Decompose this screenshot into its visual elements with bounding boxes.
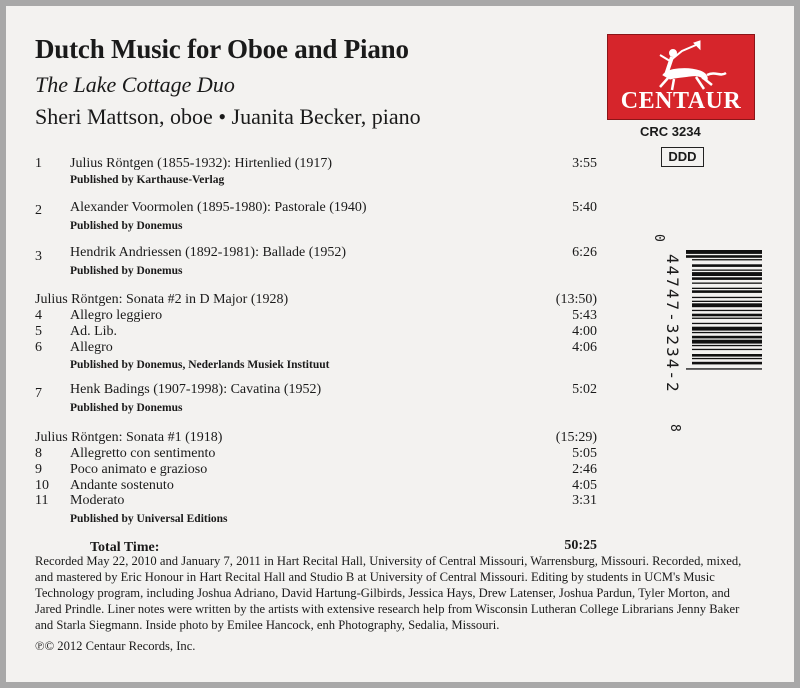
- track-time: 5:43: [572, 308, 597, 323]
- work-total-time: (13:50): [555, 292, 597, 307]
- centaur-icon: [608, 35, 754, 95]
- track-number: 2: [35, 203, 42, 218]
- movement-title: Andante sostenuto: [70, 478, 174, 493]
- track-time: 5:05: [572, 446, 597, 461]
- track-time: 4:05: [572, 478, 597, 493]
- movement-title: Allegretto con sentimento: [70, 446, 216, 461]
- track-publisher: Published by Karthause-Verlag: [70, 174, 225, 186]
- logo-text: CENTAUR: [620, 88, 742, 114]
- track-title: Julius Röntgen (1855-1932): Hirtenlied (1917): [70, 156, 333, 171]
- track-number: 10: [35, 478, 49, 493]
- barcode-digit-last: 8: [667, 424, 682, 432]
- barcode-bar: [686, 250, 762, 254]
- track-time: 5:02: [572, 382, 597, 397]
- barcode-digits: 44747-3234-2: [663, 254, 682, 394]
- total-time-label: Total Time:: [90, 540, 160, 555]
- movement-title: Ad. Lib.: [70, 324, 118, 339]
- movement-title: Moderato: [70, 493, 125, 508]
- catalog-number: CRC 3234: [640, 124, 701, 139]
- track-number: 4: [35, 308, 42, 323]
- centaur-logo: [607, 34, 755, 120]
- barcode-bar: [692, 323, 762, 324]
- work-publisher: Published by Universal Editions: [70, 513, 228, 525]
- track-number: 3: [35, 249, 42, 264]
- track-title: Henk Badings (1907-1998): Cavatina (1952): [70, 382, 322, 397]
- work-publisher: Published by Donemus, Nederlands Musiek Instituut: [70, 359, 330, 371]
- barcode-bar: [692, 354, 762, 357]
- barcode-bar: [686, 255, 762, 258]
- barcode-bar: [692, 336, 762, 339]
- barcode-bar: [686, 368, 762, 369]
- track-title: Alexander Voormolen (1895-1980): Pastorale (1940): [70, 200, 367, 215]
- track-time: 2:46: [572, 462, 597, 477]
- copyright: ℗© 2012 Centaur Records, Inc.: [35, 639, 196, 653]
- barcode-bar: [692, 288, 762, 289]
- barcode-bar: [692, 301, 762, 302]
- barcode-bar: [692, 270, 762, 271]
- barcode-bar: [692, 303, 762, 307]
- track-time: 3:55: [572, 156, 597, 171]
- track-publisher: Published by Donemus: [70, 265, 183, 277]
- movement-title: Allegro leggiero: [70, 308, 163, 323]
- movement-title: Allegro: [70, 340, 113, 355]
- cd-back-cover: [6, 6, 794, 682]
- track-number: 11: [35, 493, 49, 508]
- work-total-time: (15:29): [555, 430, 597, 445]
- track-time: 5:40: [572, 200, 597, 215]
- track-number: 9: [35, 462, 42, 477]
- recording-credits: Recorded May 22, 2010 and January 7, 2011 in Hart Recital Hall, University of Central Missouri, Warrensburg, Missouri. Recorded, mixed, and mastered by Eric Honour in Hart Recital Hall and Studio B at University of Central Missouri. Editing by students in UCM's Music Technology program, including Joshua Adriano, David Hartung-Gilbirds, Jessica Hays, Drew Latenser, Joshua Pardun, Tyler Morton, and Jared Prindle. Liner notes were written by the artists with extensive research help from Wisconsin Lutheran College Librarians Jenny Baker and Starla Siegmann. Inside photo by Emilee Hancock, enh Photography, Sedalia, Missouri.: [35, 554, 742, 632]
- total-time-value: 50:25: [564, 538, 597, 553]
- performers: Sheri Mattson, oboe • Juanita Becker, piano: [35, 104, 421, 129]
- barcode-bar: [692, 297, 762, 298]
- barcode-bar: [692, 314, 762, 317]
- track-number: 8: [35, 446, 42, 461]
- track-publisher: Published by Donemus: [70, 402, 183, 414]
- barcode-bar: [692, 327, 762, 331]
- track-number: 6: [35, 340, 42, 355]
- barcode-bar: [692, 332, 762, 333]
- barcode-bar: [692, 259, 762, 260]
- barcode-bar: [692, 277, 762, 280]
- track-time: 4:00: [572, 324, 597, 339]
- barcode-bar: [692, 272, 762, 276]
- track-title: Hendrik Andriessen (1892-1981): Ballade (1952): [70, 245, 347, 260]
- barcode-bar: [692, 283, 762, 284]
- barcode-bar: [692, 345, 762, 346]
- barcode-bar: [692, 340, 762, 344]
- album-title: Dutch Music for Oboe and Piano: [35, 34, 409, 64]
- ensemble-name: The Lake Cottage Duo: [35, 72, 235, 97]
- barcode-bar: [692, 358, 762, 359]
- track-time: 6:26: [572, 245, 597, 260]
- track-number: 1: [35, 156, 42, 171]
- movement-title: Poco animato e grazioso: [70, 462, 208, 477]
- barcode-bar: [692, 318, 762, 319]
- recording-type-badge: DDD: [661, 147, 704, 167]
- track-time: 4:06: [572, 340, 597, 355]
- work-heading: Julius Röntgen: Sonata #1 (1918): [35, 430, 223, 445]
- barcode-bar: [692, 290, 762, 293]
- track-publisher: Published by Donemus: [70, 220, 183, 232]
- track-time: 3:31: [572, 493, 597, 508]
- barcode-bar: [692, 310, 762, 311]
- barcode-bar: [692, 264, 762, 267]
- barcode-bar: [692, 362, 762, 365]
- work-heading: Julius Röntgen: Sonata #2 in D Major (1928): [35, 292, 289, 307]
- track-number: 5: [35, 324, 42, 339]
- barcode-digit-first: 0: [651, 234, 666, 242]
- barcode-bar: [692, 349, 762, 350]
- track-number: 7: [35, 386, 42, 401]
